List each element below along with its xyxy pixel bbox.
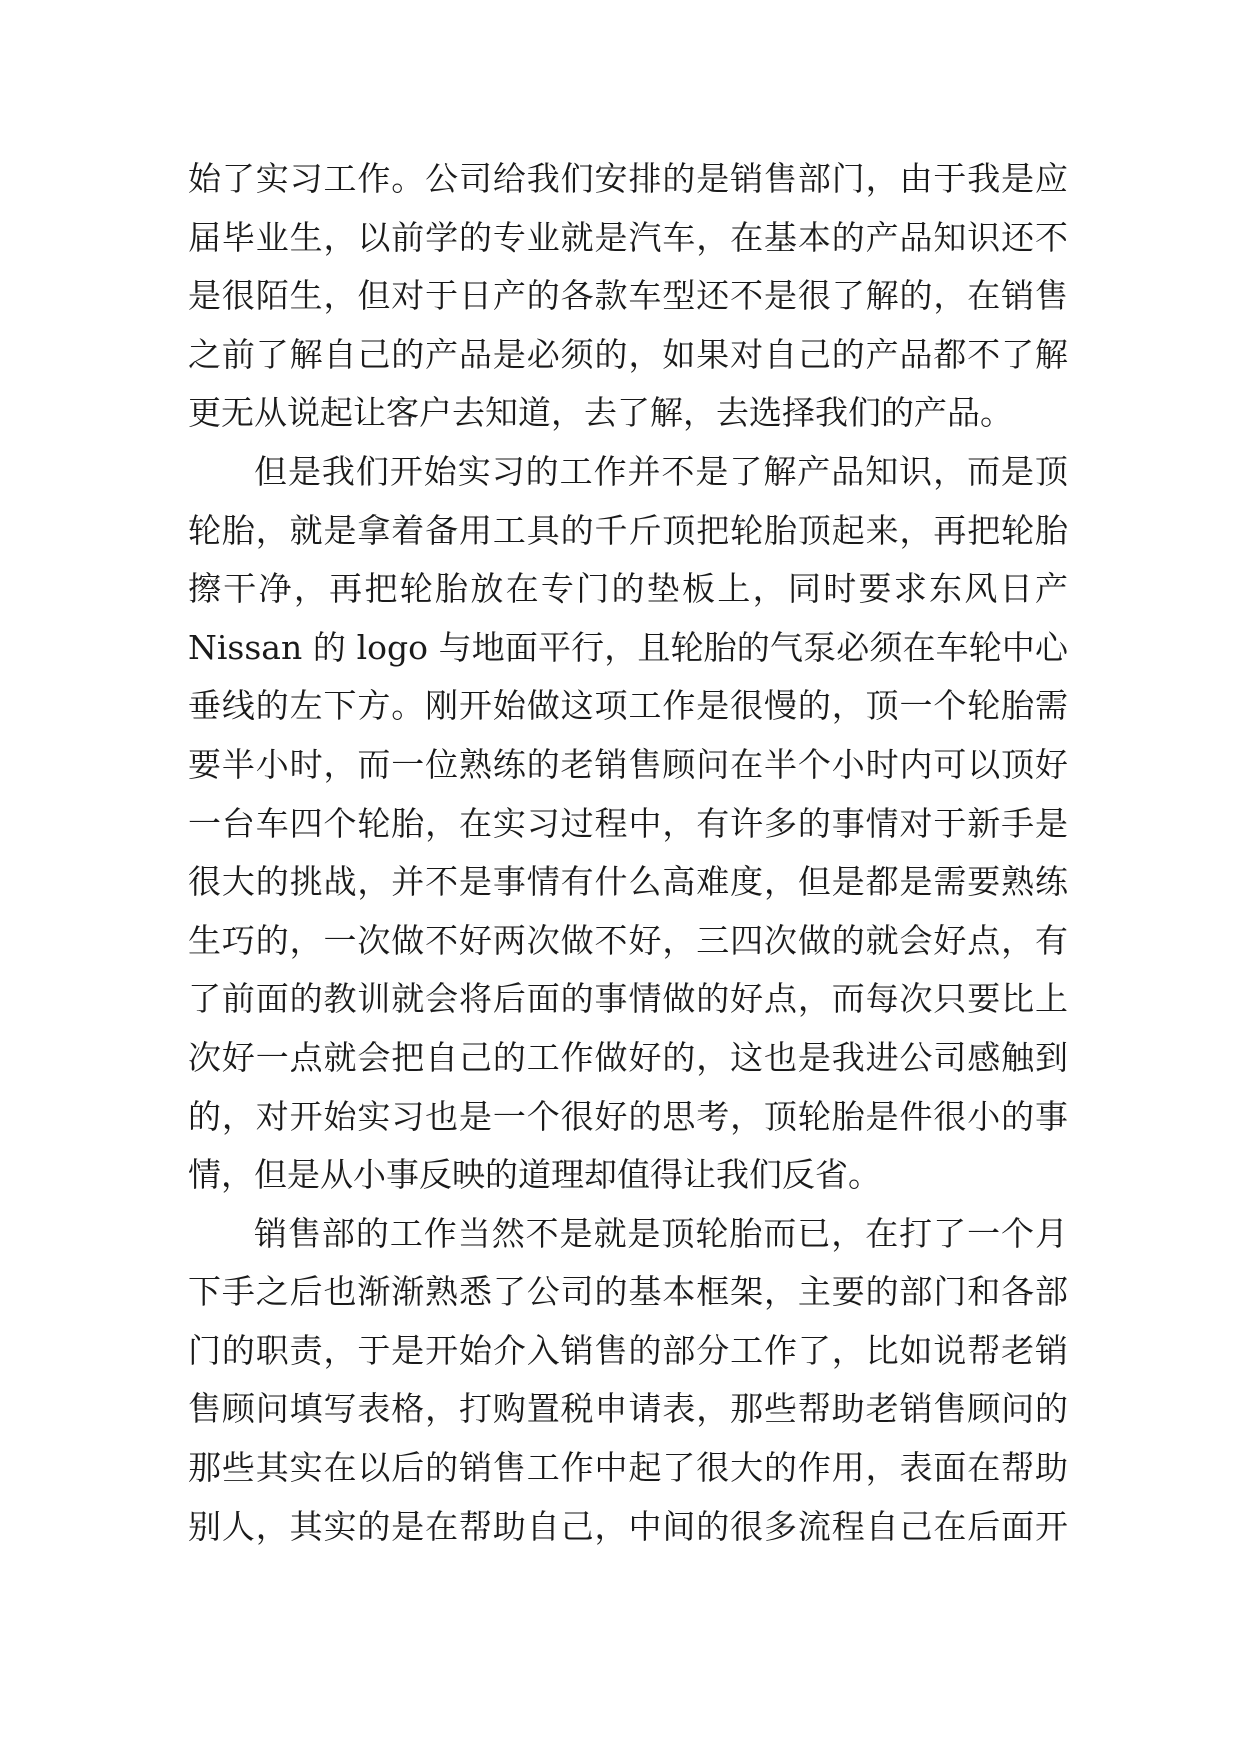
text-line: 生巧的，一次做不好两次做不好，三四次做的就会好点，有	[188, 920, 1068, 960]
paragraph	[188, 443, 1068, 1205]
text-line: 次好一点就会把自己的工作做好的，这也是我进公司感触到	[188, 1037, 1068, 1077]
text-line: 届毕业生，以前学的专业就是汽车，在基本的产品知识还不	[188, 217, 1068, 257]
text-line: 了前面的教训就会将后面的事情做的好点，而每次只要比上	[188, 979, 1068, 1019]
text-line: 情，但是从小事反映的道理却值得让我们反省。	[188, 1155, 881, 1195]
text-line: 别人，其实的是在帮助自己，中间的很多流程自己在后面开	[188, 1506, 1068, 1546]
text-line: 要半小时，而一位熟练的老销售顾问在半个小时内可以顶好	[188, 744, 1068, 784]
text-line: 始了实习工作。公司给我们安排的是销售部门，由于我是应	[188, 159, 1068, 198]
text-line: 但是我们开始实习的工作并不是了解产品知识，而是顶	[254, 451, 1068, 491]
text-line: 那些其实在以后的销售工作中起了很大的作用，表面在帮助	[188, 1448, 1068, 1488]
text-line: 门的职责，于是开始介入销售的部分工作了，比如说帮老销	[188, 1330, 1068, 1370]
paragraph	[188, 1205, 1068, 1557]
text-line: 垂线的左下方。刚开始做这项工作是很慢的，顶一个轮胎需	[188, 686, 1068, 726]
text-line: 销售部的工作当然不是就是顶轮胎而已，在打了一个月	[254, 1213, 1068, 1253]
text-line: 更无从说起让客户去知道，去了解，去选择我们的产品。	[188, 393, 1013, 433]
paragraph	[188, 150, 1068, 443]
text-line: 之前了解自己的产品是必须的，如果对自己的产品都不了解	[188, 334, 1068, 374]
text-line: 轮胎，就是拿着备用工具的千斤顶把轮胎顶起来，再把轮胎	[188, 510, 1068, 550]
text-line: 下手之后也渐渐熟悉了公司的基本框架，主要的部门和各部	[188, 1272, 1068, 1312]
text-line: 售顾问填写表格，打购置税申请表，那些帮助老销售顾问的	[188, 1389, 1068, 1429]
text-line: 擦干净，再把轮胎放在专门的垫板上，同时要求东风日产	[188, 569, 1068, 609]
text-line: 很大的挑战，并不是事情有什么高难度，但是都是需要熟练	[188, 862, 1068, 902]
text-line: 一台车四个轮胎，在实习过程中，有许多的事情对于新手是	[188, 803, 1068, 843]
text-line: Nissan 的 logo 与地面平行，且轮胎的气泵必须在车轮中心	[188, 627, 1068, 667]
text-line: 是很陌生，但对于日产的各款车型还不是很了解的，在销售	[188, 276, 1068, 316]
document-body	[188, 150, 1068, 1556]
text-line: 的，对开始实习也是一个很好的思考，顶轮胎是件很小的事	[188, 1096, 1068, 1136]
